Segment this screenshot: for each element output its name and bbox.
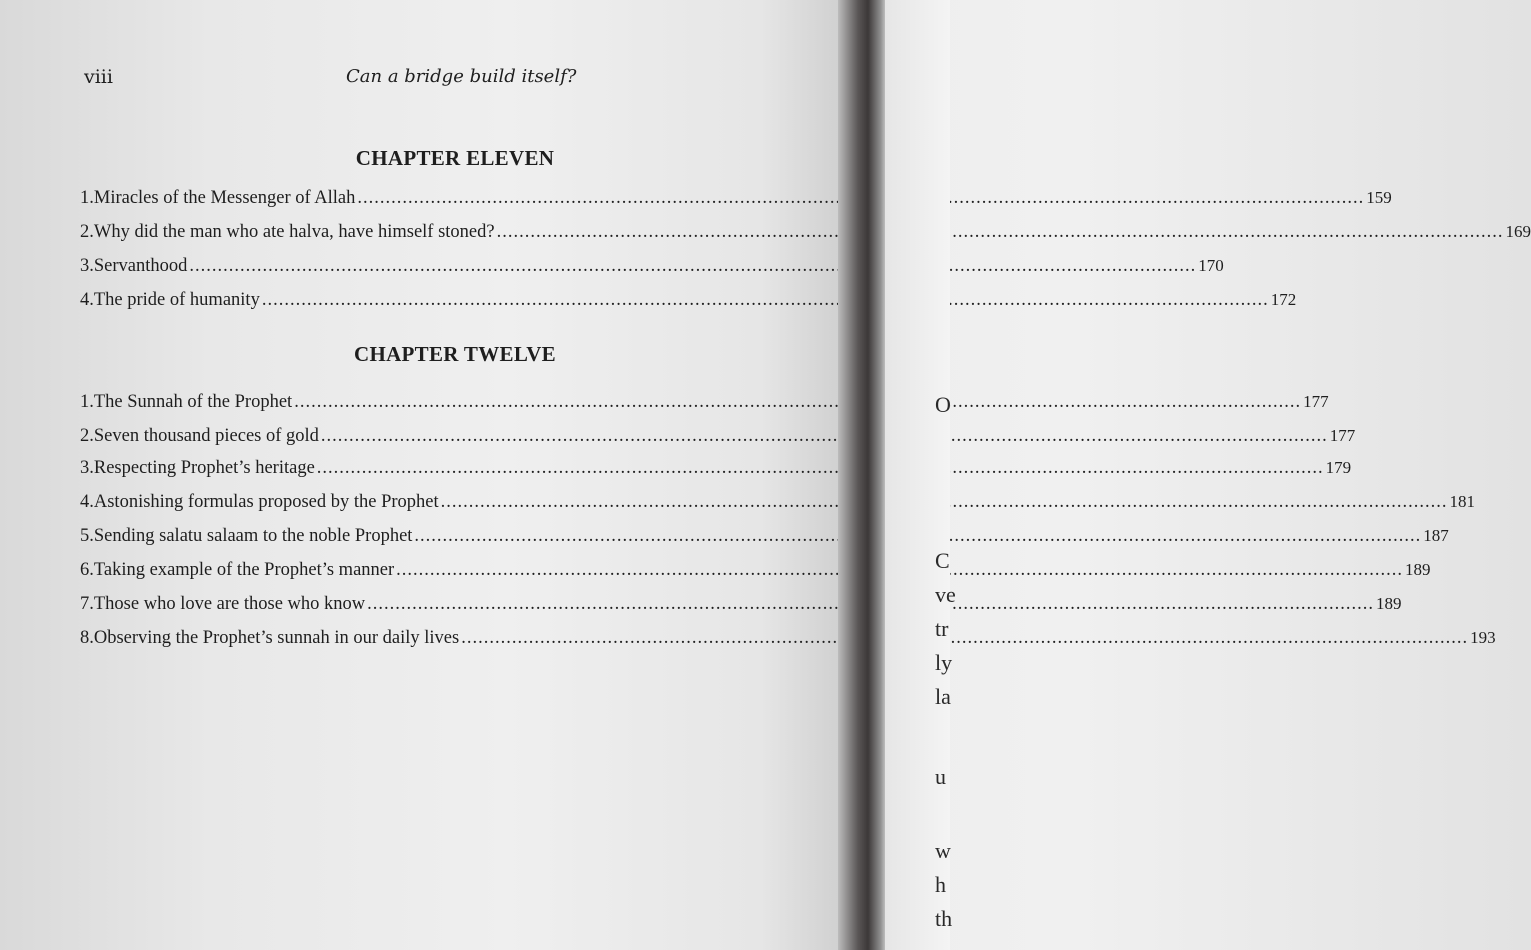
entry-page: 177	[1303, 392, 1329, 411]
entry-number: 7.	[80, 594, 94, 614]
entry-title: Servanthood	[93, 256, 188, 276]
toc-entry	[80, 426, 1356, 450]
toc-entry	[80, 222, 1531, 246]
toc-entry	[80, 492, 1476, 516]
entry-title: Observing the Prophet’s sunnah in our daily lives	[93, 628, 460, 648]
chapter-heading: CHAPTER TWELVE	[353, 342, 556, 366]
entry-page: 181	[1449, 492, 1476, 511]
entry-page: 193	[1470, 628, 1496, 647]
dot-leader	[262, 290, 1269, 311]
right-page-fragment: la	[935, 684, 951, 709]
toc-entry	[80, 392, 1329, 416]
entry-title: Those who love are those who know	[93, 594, 366, 614]
entry-page: 189	[1376, 594, 1402, 613]
entry-number: 8.	[80, 628, 94, 648]
toc-entry	[80, 560, 1431, 584]
right-page-fragment: O	[935, 392, 951, 417]
entry-page: 159	[1366, 188, 1392, 207]
right-page-fragment: w	[935, 838, 951, 863]
entry-page: 169	[1505, 222, 1531, 241]
chapter-heading: CHAPTER ELEVEN	[355, 146, 555, 170]
dot-leader	[497, 222, 1504, 243]
entry-number: 3.	[80, 256, 94, 276]
entry-title: Why did the man who ate halva, have himself stoned?	[93, 222, 495, 242]
entry-page: 187	[1423, 526, 1449, 545]
entry-title: The pride of humanity	[93, 290, 260, 310]
dot-leader	[321, 426, 1328, 447]
entry-title: Miracles of the Messenger of Allah	[93, 188, 356, 208]
entry-page: 172	[1270, 290, 1297, 309]
entry-title: The Sunnah of the Prophet	[93, 392, 293, 412]
entry-number: 2.	[80, 426, 94, 446]
right-page-fragment: ly	[935, 650, 953, 675]
page-number: viii	[84, 66, 113, 88]
entry-number: 4.	[80, 492, 94, 512]
running-title: Can a bridge build itself?	[346, 66, 577, 87]
toc-entry	[80, 188, 1392, 212]
entry-title: Taking example of the Prophet’s manner	[93, 560, 395, 580]
right-page-fragment: ve	[935, 582, 956, 607]
entry-title: Astonishing formulas proposed by the Prophet	[93, 492, 439, 512]
right-page-fragment: u	[935, 764, 946, 789]
toc-entry	[80, 526, 1449, 550]
entry-number: 4.	[80, 290, 94, 310]
toc-entry	[80, 458, 1352, 482]
right-page-fragment: tr	[935, 616, 949, 641]
dot-leader	[294, 392, 1301, 413]
toc-entry	[80, 290, 1297, 314]
entry-number: 5.	[80, 526, 94, 546]
entry-number: 1.	[80, 392, 94, 412]
entry-page: 179	[1325, 458, 1352, 477]
entry-number: 2.	[80, 222, 94, 242]
dot-leader	[317, 458, 1324, 479]
entry-number: 6.	[80, 560, 94, 580]
entry-title: Seven thousand pieces of gold	[93, 426, 319, 446]
dot-leader	[461, 628, 1468, 649]
right-page	[885, 0, 953, 950]
entry-number: 1.	[80, 188, 94, 208]
right-page-fragment: th	[935, 906, 953, 931]
entry-page: 177	[1329, 426, 1356, 445]
right-page-fragment: h	[935, 872, 946, 897]
dot-leader	[189, 256, 1196, 277]
book-gutter	[838, 0, 888, 950]
entry-title: Respecting Prophet’s heritage	[93, 458, 315, 478]
entry-number: 3.	[80, 458, 94, 478]
right-page-fragment: C	[935, 548, 950, 573]
entry-page: 189	[1405, 560, 1431, 579]
toc-entry	[80, 594, 1402, 618]
entry-title: Sending salatu salaam to the noble Prophet	[93, 526, 413, 546]
entry-page: 170	[1198, 256, 1224, 275]
toc-entry	[80, 256, 1224, 280]
